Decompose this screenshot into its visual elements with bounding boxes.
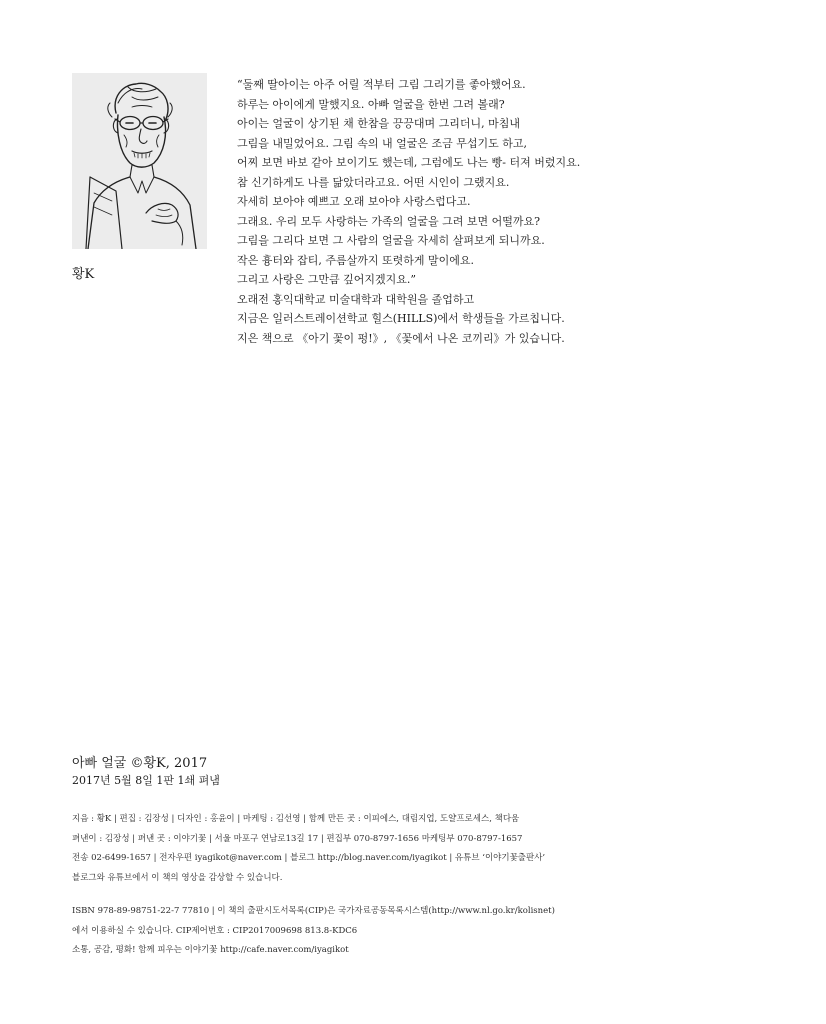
bio-line: 그림을 그리다 보면 그 사람의 얼굴을 자세히 살펴보게 되니까요. xyxy=(237,234,545,247)
portrait-sketch xyxy=(72,73,207,249)
bio-line: 지은 책으로 《아기 꽃이 펑!》, 《꽃에서 나온 코끼리》가 있습니다. xyxy=(237,331,565,345)
credits-line: 지음 : 황K | 편집 : 김장성 | 디자인 : 홍윤이 | 마케팅 : 김선영 | 함께 만든 곳 : 이피에스, 대림지업, 도얄프로세스, 책다움 xyxy=(72,814,520,824)
bio-line: 아이는 얼굴이 상기된 채 한참을 끙끙대며 그리더니, 마침내 xyxy=(237,117,520,130)
bio-line: 하루는 아이에게 말했지요. 아빠 얼굴을 한번 그려 볼래? xyxy=(237,97,505,111)
isbn-line: 에서 이용하실 수 있습니다. CIP제어번호 : CIP2017009698 813.8-KDC6 xyxy=(72,925,358,936)
credits-line: 펴낸이 : 김장성 | 펴낸 곳 : 이야기꽃 | 서울 마포구 연남로13길 17 | 편집부 070-8797-1656 마케팅부 070-8797-1657 xyxy=(72,833,523,844)
bio-line: 참 신기하게도 나를 닮았더라고요. 어떤 시인이 그랬지요. xyxy=(237,175,510,189)
credits-line: 전송 02-6499-1657 | 전자우편 iyagikot@naver.com | 블로그 http://blog.naver.com/iyagikot | 유튜브 ‘이야기꽃출판사’ xyxy=(72,853,546,863)
bio-line: 오래전 홍익대학교 미술대학과 대학원을 졸업하고 xyxy=(237,292,475,306)
bio-line: 그리고 사랑은 그만큼 깊어지겠지요.” xyxy=(237,273,416,286)
bio-line: 지금은 일러스트레이션학교 힐스(HILLS)에서 학생들을 가르칩니다. xyxy=(237,312,565,325)
bio-line: 그래요. 우리 모두 사랑하는 가족의 얼굴을 그려 보면 어떨까요? xyxy=(237,214,541,228)
isbn-line: ISBN 978-89-98751-22-7 77810 | 이 책의 출판시도서목록(CIP)은 국가자료공동목록시스템(http://www.nl.go.kr/kolisnet) xyxy=(72,906,555,916)
credits-line: 블로그와 유튜브에서 이 책의 영상을 감상할 수 있습니다. xyxy=(72,872,283,883)
isbn-line: 소통, 공감, 평화! 함께 피우는 이야기꽃 http://cafe.naver.com/iyagikot xyxy=(72,945,349,955)
author-bio xyxy=(237,75,812,348)
isbn-block xyxy=(72,902,792,961)
bio-line: “둘째 딸아이는 아주 어릴 적부터 그림 그리기를 좋아했어요. xyxy=(237,78,526,91)
credits-block xyxy=(72,810,792,888)
author-portrait xyxy=(72,73,207,249)
bio-line: 어찌 보면 바보 같아 보이기도 했는데, 그럼에도 나는 빵- 터져 버렸지요. xyxy=(237,156,581,169)
author-name: 황K xyxy=(72,267,95,282)
edition-date: 2017년 5월 8일 1판 1쇄 펴냄 xyxy=(72,774,220,787)
book-title-copyright: 아빠 얼굴 ©황K, 2017 xyxy=(72,756,208,771)
bio-line: 자세히 보아야 예쁘고 오래 보아야 사랑스럽다고. xyxy=(237,195,471,208)
bio-line: 그림을 내밀었어요. 그림 속의 내 얼굴은 조금 무섭기도 하고, xyxy=(237,136,527,150)
bio-line: 작은 흉터와 잡티, 주름살까지 또렷하게 말이에요. xyxy=(237,253,474,267)
